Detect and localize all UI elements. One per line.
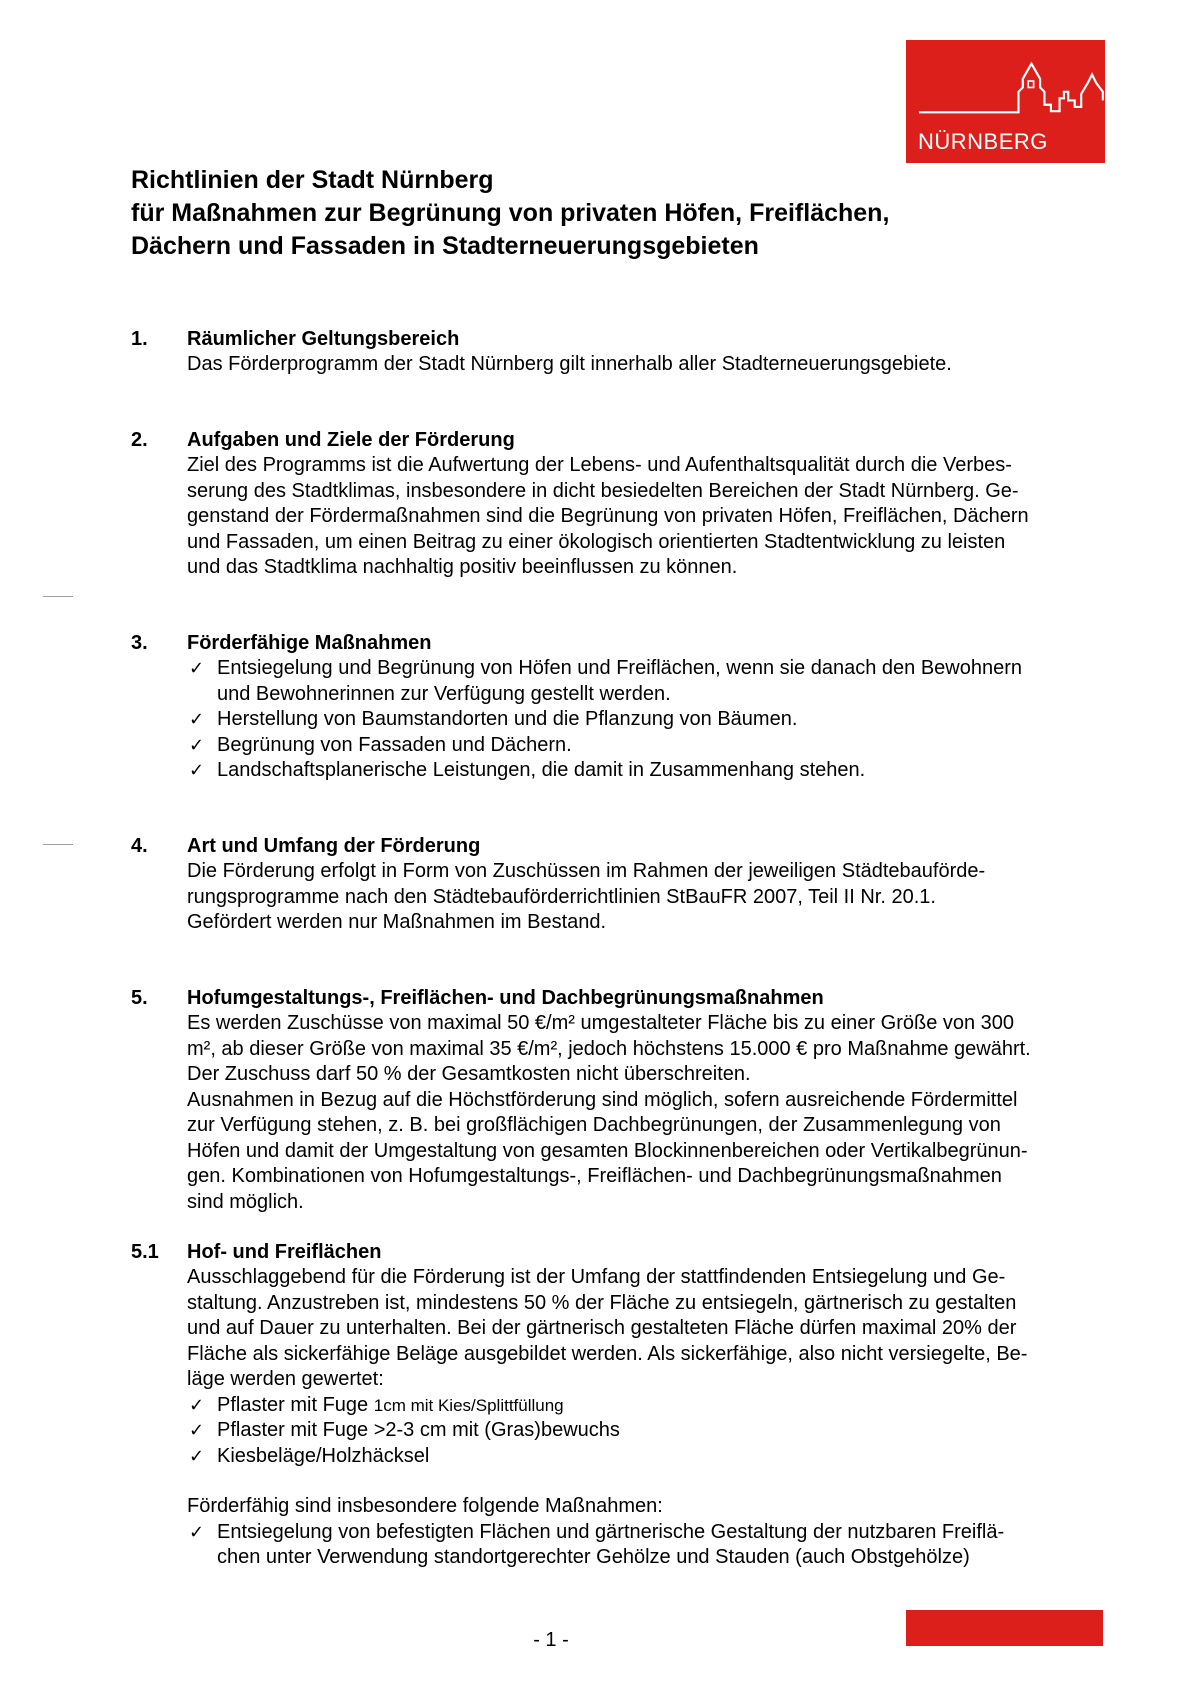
checkmark-icon: ✓	[189, 1445, 205, 1467]
paragraph-line: serung des Stadtklimas, insbesondere in dicht besiedelten Bereichen der Stadt Nürnberg. Ge-	[187, 479, 1019, 502]
section-heading: Art und Umfang der Förderung	[187, 835, 481, 857]
checklist-item	[187, 656, 1022, 707]
section-number: 4.	[131, 835, 148, 857]
measures-intro: Förderfähig sind insbesondere folgende Maßnahmen:	[187, 1495, 663, 1518]
section-body	[187, 986, 1031, 1215]
paragraph-line: m², ab dieser Größe von maximal 35 €/m², jedoch höchstens 15.000 € pro Maßnahme gewährt.	[187, 1037, 1031, 1060]
checklist-item	[187, 758, 1022, 783]
title-line: für Maßnahmen zur Begrünung von privaten Höfen, Freiflächen,	[131, 198, 890, 227]
section-body	[187, 1240, 1027, 1571]
paragraph-line: und das Stadtklima nachhaltig positiv beeinflussen zu können.	[187, 556, 738, 579]
section-heading: Hofumgestaltungs-, Freiflächen- und Dachbegrünungsmaßnahmen	[187, 987, 824, 1009]
logo-wordmark: NÜRNBERG	[918, 129, 1048, 154]
paragraph-line: Die Förderung erfolgt in Form von Zuschüssen im Rahmen der jeweiligen Städtebauförde-	[187, 860, 986, 883]
item-line: Herstellung von Baumstandorten und die Pflanzung von Bäumen.	[217, 708, 798, 731]
item-line: Entsiegelung von befestigten Flächen und gärtnerische Gestaltung der nutzbaren Freiflä-	[217, 1520, 1005, 1543]
title-line: Richtlinien der Stadt Nürnberg	[131, 166, 494, 194]
checkmark-icon: ✓	[189, 760, 205, 782]
item-line: Begrünung von Fassaden und Dächern.	[217, 733, 572, 756]
paragraph-line: Das Förderprogramm der Stadt Nürnberg gilt innerhalb aller Stadterneuerungsgebiete.	[187, 353, 952, 376]
paragraph-line: genstand der Fördermaßnahmen sind die Begrünung von privaten Höfen, Freiflächen, Dächern	[187, 505, 1029, 528]
checkmark-icon: ✓	[189, 1420, 205, 1442]
item-line: Kiesbeläge/Holzhäcksel	[217, 1444, 430, 1467]
fold-mark	[43, 596, 73, 597]
item-line: Pflaster mit Fuge >2-3 cm mit (Gras)bewuchs	[217, 1419, 620, 1442]
section-body	[187, 428, 1029, 581]
paragraph-line: und Fassaden, um einen Beitrag zu einer ökologisch orientierten Stadtentwicklung zu leisten	[187, 530, 1006, 553]
checkmark-icon: ✓	[189, 1394, 205, 1416]
section-heading: Förderfähige Maßnahmen	[187, 632, 432, 654]
paragraph-line: Höfen und damit der Umgestaltung von gesamten Blockinnenbereichen oder Vertikalbegrünun-	[187, 1139, 1028, 1162]
title-line: Dächern und Fassaden in Stadterneuerungsgebieten	[131, 231, 759, 260]
blank-line	[187, 1469, 1027, 1494]
fold-mark	[43, 844, 73, 845]
section-number: 3.	[131, 632, 148, 654]
item-text: Pflaster mit Fuge	[217, 1393, 369, 1416]
item-line: Landschaftsplanerische Leistungen, die damit in Zusammenhang stehen.	[217, 759, 866, 782]
paragraph-line: und auf Dauer zu unterhalten. Bei der gärtnerisch gestalteten Fläche dürfen maximal 20% der	[187, 1317, 1017, 1340]
section-heading: Aufgaben und Ziele der Förderung	[187, 429, 515, 451]
section-heading: Hof- und Freiflächen	[187, 1241, 382, 1263]
checklist-item	[187, 1444, 1027, 1469]
checkmark-icon: ✓	[189, 1521, 205, 1543]
checklist-item	[187, 733, 1022, 758]
section-number: 5.	[131, 987, 148, 1009]
section-heading: Räumlicher Geltungsbereich	[187, 328, 460, 350]
page-number: - 1 -	[533, 1629, 569, 1651]
paragraph-line: sind möglich.	[187, 1190, 304, 1213]
section-body	[187, 834, 985, 936]
checklist-item	[187, 1418, 1027, 1443]
checkmark-icon: ✓	[189, 658, 205, 680]
checkmark-icon: ✓	[189, 734, 205, 756]
document-title	[131, 164, 889, 262]
paragraph-line: zur Verfügung stehen, z. B. bei großflächigen Dachbegrünungen, der Zusammenlegung von	[187, 1114, 1001, 1137]
paragraph-line: staltung. Anzustreben ist, mindestens 50 % der Fläche zu entsiegeln, gärtnerisch zu gestalten	[187, 1291, 1017, 1314]
item-line: chen unter Verwendung standortgerechter Gehölze und Stauden (auch Obstgehölze)	[217, 1546, 970, 1569]
paragraph-line: Fläche als sickerfähige Beläge ausgebildet werden. Als sickerfähige, also nicht versiegelte, Be-	[187, 1342, 1028, 1365]
item-small-text: 1cm mit Kies/Splittfüllung	[373, 1395, 564, 1415]
nuernberg-logo	[906, 40, 1105, 163]
section-number: 5.1	[131, 1241, 159, 1263]
paragraph-line: Ziel des Programms ist die Aufwertung der Lebens- und Aufenthaltsqualität durch die Verbes-	[187, 454, 1012, 477]
paragraph-line: Ausschlaggebend für die Förderung ist der Umfang der stattfindenden Entsiegelung und Ge-	[187, 1266, 1006, 1289]
paragraph-line: Ausnahmen in Bezug auf die Höchstförderung sind möglich, sofern ausreichende Fördermittel	[187, 1088, 1018, 1111]
paragraph-line: Es werden Zuschüsse von maximal 50 €/m² umgestalteter Fläche bis zu einer Größe von 300	[187, 1012, 1015, 1035]
paragraph-line: Gefördert werden nur Maßnahmen im Bestand.	[187, 911, 607, 934]
item-line: Entsiegelung und Begrünung von Höfen und Freiflächen, wenn sie danach den Bewohnern	[217, 657, 1023, 680]
paragraph-line: läge werden gewertet:	[187, 1368, 384, 1391]
checklist-item	[187, 707, 1022, 732]
section-body	[187, 631, 1022, 784]
paragraph-line: gen. Kombinationen von Hofumgestaltungs-, Freiflächen- und Dachbegrünungsmaßnahmen	[187, 1165, 1002, 1188]
checklist-item	[187, 1520, 1027, 1571]
footer-red-bar	[906, 1610, 1103, 1646]
item-line	[217, 1393, 1027, 1418]
item-line: und Bewohnerinnen zur Verfügung gestellt werden.	[217, 682, 671, 705]
checkmark-icon: ✓	[189, 709, 205, 731]
paragraph-line: rungsprogramme nach den Städtebauförderrichtlinien StBauFR 2007, Teil II Nr. 20.1.	[187, 885, 936, 908]
checklist-item	[187, 1393, 1027, 1418]
paragraph-line: Der Zuschuss darf 50 % der Gesamtkosten nicht überschreiten.	[187, 1063, 751, 1086]
section-body	[187, 327, 952, 378]
section-number: 1.	[131, 328, 148, 350]
section-number: 2.	[131, 429, 148, 451]
